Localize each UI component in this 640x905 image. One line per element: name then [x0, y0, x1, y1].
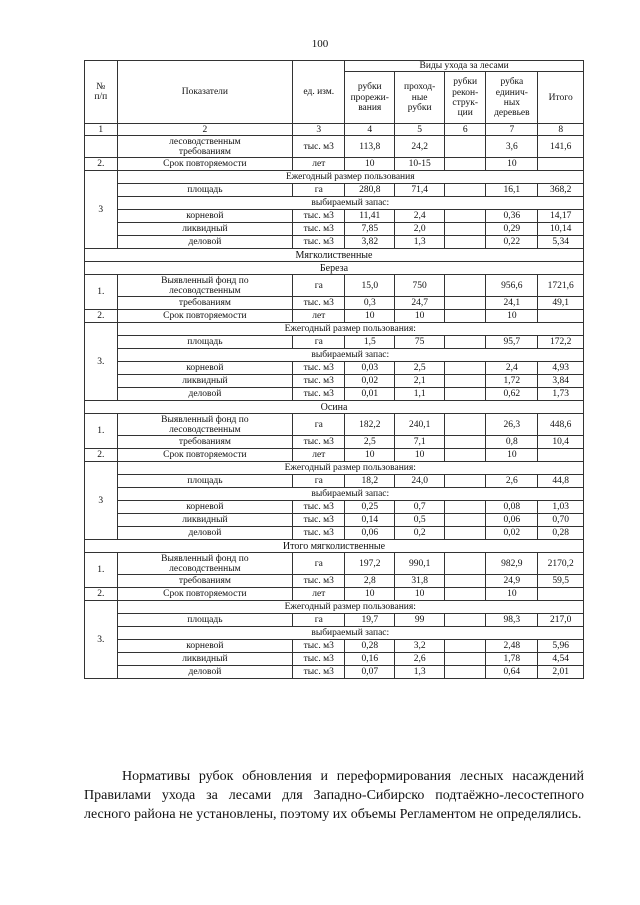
row-label: корневой [117, 362, 293, 375]
row-label: Ежегодный размер пользования: [117, 323, 583, 336]
header-thinning: рубки прорежи- вания [345, 72, 395, 124]
table-row [85, 527, 584, 540]
row-value: 0,28 [538, 527, 584, 540]
row-value: га [293, 336, 345, 349]
row-value: 0,08 [486, 501, 538, 514]
row-value [445, 236, 486, 249]
row-value: тыс. м3 [293, 653, 345, 666]
row-value [445, 666, 486, 679]
row-num: 1. [85, 553, 118, 588]
row-value: лет [293, 449, 345, 462]
row-value: 141,6 [538, 136, 584, 158]
row-num: 3 [85, 462, 118, 540]
row-value: га [293, 553, 345, 575]
table-row [85, 553, 584, 575]
row-label: площадь [117, 475, 293, 488]
row-value [445, 514, 486, 527]
row-value [445, 210, 486, 223]
table-row [85, 640, 584, 653]
row-value [445, 575, 486, 588]
row-value: 2,5 [395, 362, 445, 375]
table-row [85, 588, 584, 601]
row-value [445, 158, 486, 171]
row-value: тыс. м3 [293, 236, 345, 249]
header-kinds: Виды ухода за лесами [345, 61, 584, 72]
row-label: выбираемый запас: [117, 349, 583, 362]
table-row [85, 475, 584, 488]
row-label: Ежегодный размер пользования [117, 171, 583, 184]
row-value: 2170,2 [538, 553, 584, 575]
row-value: 0,25 [345, 501, 395, 514]
row-label: Ежегодный размер пользования: [117, 462, 583, 475]
row-value: 10 [395, 588, 445, 601]
row-value: тыс. м3 [293, 640, 345, 653]
row-value: 1,78 [486, 653, 538, 666]
row-value: тыс. м3 [293, 136, 345, 158]
table-row [85, 388, 584, 401]
row-value: 10,14 [538, 223, 584, 236]
row-value [538, 449, 584, 462]
row-value: 31,8 [395, 575, 445, 588]
table-row [85, 362, 584, 375]
row-value: 10 [345, 310, 395, 323]
row-value: 172,2 [538, 336, 584, 349]
row-label: требованиям [117, 436, 293, 449]
row-value: 7,85 [345, 223, 395, 236]
row-label: выбираемый запас: [117, 197, 583, 210]
row-num: 1. [85, 414, 118, 449]
col-number: 5 [395, 124, 445, 136]
row-value: тыс. м3 [293, 375, 345, 388]
row-value [445, 184, 486, 197]
row-value [445, 136, 486, 158]
row-value: 2,1 [395, 375, 445, 388]
row-label: требованиям [117, 297, 293, 310]
row-value: га [293, 184, 345, 197]
row-value: 10 [486, 588, 538, 601]
table-row [85, 614, 584, 627]
row-value: 1721,6 [538, 275, 584, 297]
row-value: тыс. м3 [293, 223, 345, 236]
section-title: Мягколиственные [85, 249, 584, 262]
table-row [85, 136, 584, 158]
row-value [445, 449, 486, 462]
row-value: 10-15 [395, 158, 445, 171]
row-value: 0,2 [395, 527, 445, 540]
section-row [85, 262, 584, 275]
row-value: 0,03 [345, 362, 395, 375]
row-value: 3,6 [486, 136, 538, 158]
row-value: тыс. м3 [293, 388, 345, 401]
row-num: 1. [85, 275, 118, 310]
section-title: Итого мягколиственные [85, 540, 584, 553]
row-value: 217,0 [538, 614, 584, 627]
row-value [445, 436, 486, 449]
header-reconstruction: рубки рекон- струк- ции [445, 72, 486, 124]
row-value [445, 653, 486, 666]
header-num: № п/п [85, 61, 118, 124]
col-number: 7 [486, 124, 538, 136]
col-number: 1 [85, 124, 118, 136]
row-value: тыс. м3 [293, 666, 345, 679]
table-body [85, 136, 584, 679]
row-value: 1,3 [395, 666, 445, 679]
row-value [445, 275, 486, 297]
table-row [85, 349, 584, 362]
row-label: корневой [117, 210, 293, 223]
row-value: 1,73 [538, 388, 584, 401]
row-value: 0,01 [345, 388, 395, 401]
row-value: 0,02 [486, 527, 538, 540]
row-value: 0,5 [395, 514, 445, 527]
row-label: Срок повторяемости [117, 588, 293, 601]
row-value [445, 640, 486, 653]
header-passing: проход- ные рубки [395, 72, 445, 124]
col-number: 8 [538, 124, 584, 136]
row-label: выбираемый запас: [117, 627, 583, 640]
row-value: га [293, 414, 345, 436]
row-num: 2. [85, 310, 118, 323]
row-value [445, 362, 486, 375]
col-number: 4 [345, 124, 395, 136]
row-value: 71,4 [395, 184, 445, 197]
table-row [85, 171, 584, 184]
row-value: 0,3 [345, 297, 395, 310]
row-value [445, 388, 486, 401]
row-value: 3,84 [538, 375, 584, 388]
row-value: тыс. м3 [293, 210, 345, 223]
row-num [85, 136, 118, 158]
row-label: лесоводственным требованиям [117, 136, 293, 158]
row-value: 3,82 [345, 236, 395, 249]
row-value [445, 527, 486, 540]
row-value [445, 588, 486, 601]
row-value [445, 336, 486, 349]
row-value: 0,64 [486, 666, 538, 679]
row-value: лет [293, 588, 345, 601]
row-value: 1,03 [538, 501, 584, 514]
row-value: 2,48 [486, 640, 538, 653]
row-value: 1,5 [345, 336, 395, 349]
row-label: деловой [117, 388, 293, 401]
row-value: 44,8 [538, 475, 584, 488]
row-value: 10 [345, 588, 395, 601]
row-value: га [293, 475, 345, 488]
row-value: 24,0 [395, 475, 445, 488]
row-num: 3. [85, 323, 118, 401]
table-row [85, 501, 584, 514]
row-value: 11,41 [345, 210, 395, 223]
header-single-trees: рубка единич- ных деревьев [486, 72, 538, 124]
table-row [85, 375, 584, 388]
row-value: 24,7 [395, 297, 445, 310]
row-label: Срок повторяемости [117, 158, 293, 171]
row-label: требованиям [117, 575, 293, 588]
row-label: площадь [117, 184, 293, 197]
row-label: корневой [117, 640, 293, 653]
row-value: 10 [486, 310, 538, 323]
row-value: 0,70 [538, 514, 584, 527]
row-value: 95,7 [486, 336, 538, 349]
row-value: 750 [395, 275, 445, 297]
row-label: Ежегодный размер пользования: [117, 601, 583, 614]
table-row [85, 336, 584, 349]
row-value: 24,9 [486, 575, 538, 588]
row-value: 182,2 [345, 414, 395, 436]
row-value: тыс. м3 [293, 436, 345, 449]
table-row [85, 197, 584, 210]
row-value: 5,34 [538, 236, 584, 249]
table-row [85, 653, 584, 666]
row-num: 2. [85, 158, 118, 171]
row-value: 75 [395, 336, 445, 349]
row-value: 280,8 [345, 184, 395, 197]
row-num: 3. [85, 601, 118, 679]
row-value: 16,1 [486, 184, 538, 197]
row-value [445, 297, 486, 310]
row-value: 3,2 [395, 640, 445, 653]
row-label: Срок повторяемости [117, 449, 293, 462]
table-row [85, 462, 584, 475]
row-num: 2. [85, 588, 118, 601]
row-value: 1,3 [395, 236, 445, 249]
row-value: 10 [345, 158, 395, 171]
row-num: 2. [85, 449, 118, 462]
row-value: 10 [345, 449, 395, 462]
table-row [85, 323, 584, 336]
row-value [538, 158, 584, 171]
row-value [445, 553, 486, 575]
table-row [85, 223, 584, 236]
section-title: Береза [85, 262, 584, 275]
row-label: Выявленный фонд по лесоводственным [117, 414, 293, 436]
section-row [85, 540, 584, 553]
table-row [85, 514, 584, 527]
row-value: 19,7 [345, 614, 395, 627]
row-value: 0,22 [486, 236, 538, 249]
row-value: 0,62 [486, 388, 538, 401]
row-label: корневой [117, 501, 293, 514]
row-label: Выявленный фонд по лесоводственным [117, 553, 293, 575]
row-value: 0,07 [345, 666, 395, 679]
table-row [85, 310, 584, 323]
table-row [85, 627, 584, 640]
row-label: деловой [117, 666, 293, 679]
row-label: деловой [117, 236, 293, 249]
table-row [85, 210, 584, 223]
row-value: 2,4 [395, 210, 445, 223]
row-value: 1,72 [486, 375, 538, 388]
row-value: 240,1 [395, 414, 445, 436]
row-value: 5,96 [538, 640, 584, 653]
row-label: ликвидный [117, 653, 293, 666]
row-value: 2,0 [395, 223, 445, 236]
row-label: ликвидный [117, 223, 293, 236]
row-value: 2,6 [486, 475, 538, 488]
row-value [538, 310, 584, 323]
row-value: 2,8 [345, 575, 395, 588]
row-value: 2,6 [395, 653, 445, 666]
row-value: 49,1 [538, 297, 584, 310]
row-value: 10 [395, 310, 445, 323]
footer-paragraph: Нормативы рубок обновления и переформирования лесных насаждений Правилами ухода за лесами для Западно-Сибирско подтаёжно-лесостепного лесного района не установлены, поэтому их объемы Регламентом не определялись. [84, 769, 584, 822]
row-value: 10 [486, 449, 538, 462]
row-value: 99 [395, 614, 445, 627]
row-value: 368,2 [538, 184, 584, 197]
table-row [85, 488, 584, 501]
row-value: 24,1 [486, 297, 538, 310]
table-row [85, 601, 584, 614]
table-row [85, 449, 584, 462]
row-num: 3 [85, 171, 118, 249]
row-value: 1,1 [395, 388, 445, 401]
row-value: 956,6 [486, 275, 538, 297]
row-value: 2,5 [345, 436, 395, 449]
row-value: 15,0 [345, 275, 395, 297]
row-value: 10 [486, 158, 538, 171]
row-value: 990,1 [395, 553, 445, 575]
row-value: 113,8 [345, 136, 395, 158]
row-value: 0,06 [486, 514, 538, 527]
table-row [85, 158, 584, 171]
row-value: 4,54 [538, 653, 584, 666]
row-value: 4,93 [538, 362, 584, 375]
row-value: тыс. м3 [293, 575, 345, 588]
header-indicator: Показатели [117, 61, 293, 124]
row-value: 10 [395, 449, 445, 462]
row-value: тыс. м3 [293, 362, 345, 375]
table-row [85, 436, 584, 449]
table-row [85, 575, 584, 588]
row-value: 448,6 [538, 414, 584, 436]
page-number: 100 [311, 38, 329, 50]
table-row [85, 414, 584, 436]
col-number: 3 [293, 124, 345, 136]
row-value [445, 475, 486, 488]
row-value: 10,4 [538, 436, 584, 449]
row-label: деловой [117, 527, 293, 540]
section-row [85, 249, 584, 262]
row-label: площадь [117, 614, 293, 627]
row-value [445, 310, 486, 323]
table-row [85, 666, 584, 679]
row-value: 14,17 [538, 210, 584, 223]
row-value: 18,2 [345, 475, 395, 488]
col-number: 2 [117, 124, 293, 136]
table-row [85, 275, 584, 297]
row-value: 2,4 [486, 362, 538, 375]
section-row [85, 401, 584, 414]
row-label: площадь [117, 336, 293, 349]
row-label: ликвидный [117, 375, 293, 388]
row-value: тыс. м3 [293, 527, 345, 540]
row-value: 2,01 [538, 666, 584, 679]
row-value: 197,2 [345, 553, 395, 575]
row-value: 59,5 [538, 575, 584, 588]
row-value [445, 614, 486, 627]
header-unit: ед. изм. [293, 61, 345, 124]
row-value: 0,02 [345, 375, 395, 388]
row-value: лет [293, 158, 345, 171]
row-value: тыс. м3 [293, 514, 345, 527]
row-value [445, 223, 486, 236]
section-title: Осина [85, 401, 584, 414]
row-value: 0,29 [486, 223, 538, 236]
row-value: тыс. м3 [293, 297, 345, 310]
row-value: 0,36 [486, 210, 538, 223]
table-row [85, 297, 584, 310]
row-value: га [293, 614, 345, 627]
row-label: выбираемый запас: [117, 488, 583, 501]
row-label: Выявленный фонд по лесоводственным [117, 275, 293, 297]
row-value [538, 588, 584, 601]
row-value: 26,3 [486, 414, 538, 436]
row-value: 0,16 [345, 653, 395, 666]
row-value: 7,1 [395, 436, 445, 449]
row-value: 0,8 [486, 436, 538, 449]
table-row [85, 236, 584, 249]
row-value: 982,9 [486, 553, 538, 575]
forest-care-table [84, 60, 584, 679]
row-value: 0,06 [345, 527, 395, 540]
row-value: 0,7 [395, 501, 445, 514]
table-row [85, 184, 584, 197]
row-value: га [293, 275, 345, 297]
row-value: 0,28 [345, 640, 395, 653]
row-value [445, 501, 486, 514]
row-label: ликвидный [117, 514, 293, 527]
col-number: 6 [445, 124, 486, 136]
row-label: Срок повторяемости [117, 310, 293, 323]
header-total: Итого [538, 72, 584, 124]
row-value: 0,14 [345, 514, 395, 527]
row-value [445, 375, 486, 388]
row-value [445, 414, 486, 436]
row-value: 98,3 [486, 614, 538, 627]
row-value: тыс. м3 [293, 501, 345, 514]
row-value: лет [293, 310, 345, 323]
row-value: 24,2 [395, 136, 445, 158]
